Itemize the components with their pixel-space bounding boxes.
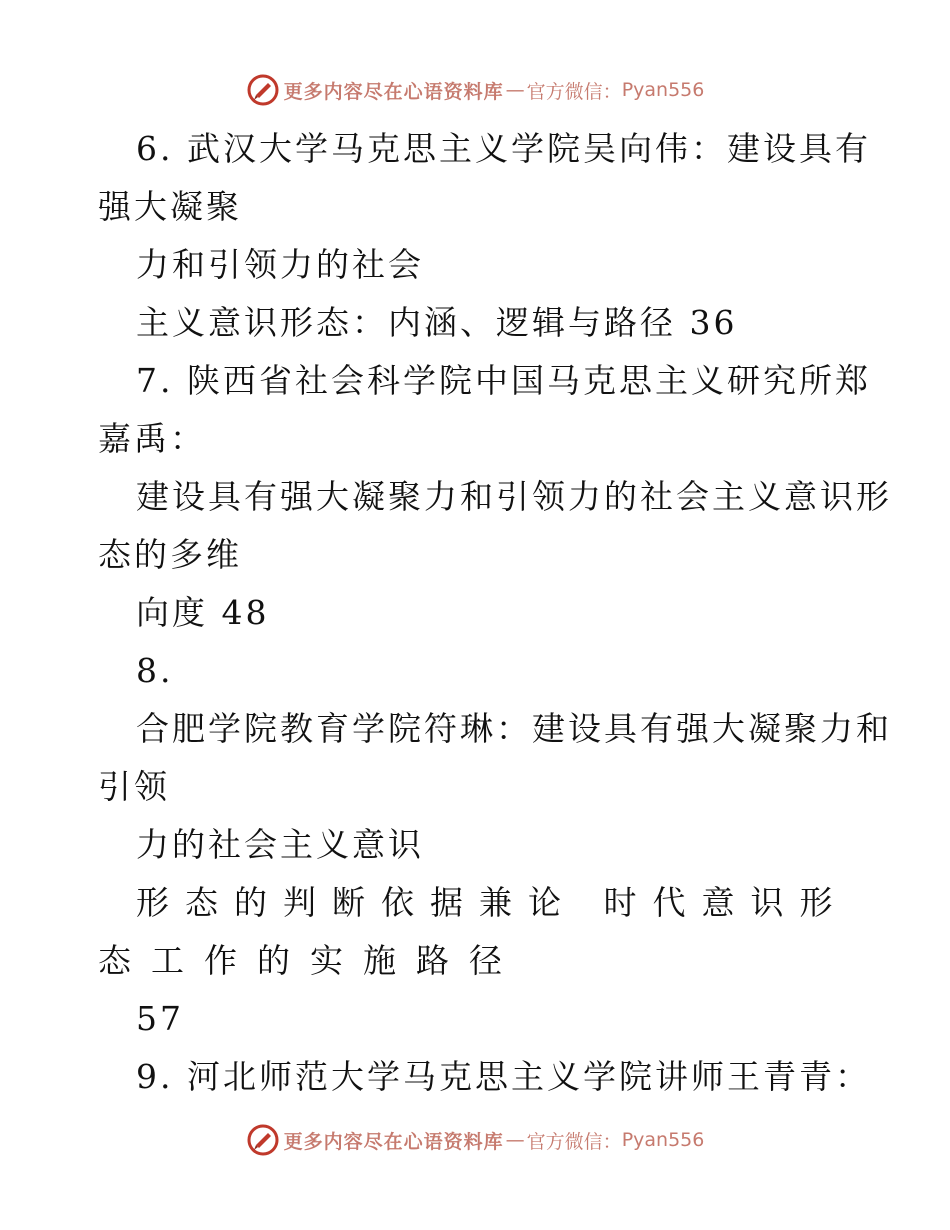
text-line: 引领 xyxy=(98,767,170,806)
pen-circle-icon xyxy=(246,73,280,107)
text-line: 力的社会主义意识 xyxy=(136,825,424,864)
watermark-wechat-label: 官方微信： xyxy=(526,80,622,103)
watermark-text: 更多内容尽在心语资料库 xyxy=(283,1130,504,1153)
text-line: 8. xyxy=(136,651,174,690)
text-line: 态的多维 xyxy=(98,535,242,574)
watermark-dash: — xyxy=(505,1129,525,1151)
watermark-top xyxy=(0,70,950,110)
pen-circle-icon xyxy=(246,1123,280,1157)
watermark-bottom xyxy=(0,1120,950,1160)
watermark-dash: — xyxy=(505,79,525,101)
text-line: 9. 河北师范大学马克思主义学院讲师王青青： xyxy=(136,1057,871,1096)
text-line: 强大凝聚 xyxy=(98,187,242,226)
text-line: 7. 陕西省社会科学院中国马克思主义研究所郑 xyxy=(136,361,871,400)
text-line: 建设具有强大凝聚力和引领力的社会主义意识形 xyxy=(136,477,892,516)
text-line: 6. 武汉大学马克思主义学院吴向伟：建设具有 xyxy=(136,129,871,168)
text-line: 合肥学院教育学院符琳：建设具有强大凝聚力和 xyxy=(136,709,892,748)
watermark-wechat-id: Pyan556 xyxy=(621,1129,705,1151)
watermark-wechat-id: Pyan556 xyxy=(621,79,705,101)
text-line: 形态的判断依据兼论 时代意识形 xyxy=(136,883,849,922)
watermark-text: 更多内容尽在心语资料库 xyxy=(283,80,504,103)
text-line: 向度 48 xyxy=(136,593,270,632)
text-line: 嘉禹： xyxy=(98,419,206,458)
watermark-wechat-label: 官方微信： xyxy=(526,1130,622,1153)
text-line: 主义意识形态：内涵、逻辑与路径 36 xyxy=(136,303,738,342)
text-line: 57 xyxy=(136,999,184,1038)
text-line: 态工作的实施路径 xyxy=(98,941,522,980)
text-line: 力和引领力的社会 xyxy=(136,245,424,284)
